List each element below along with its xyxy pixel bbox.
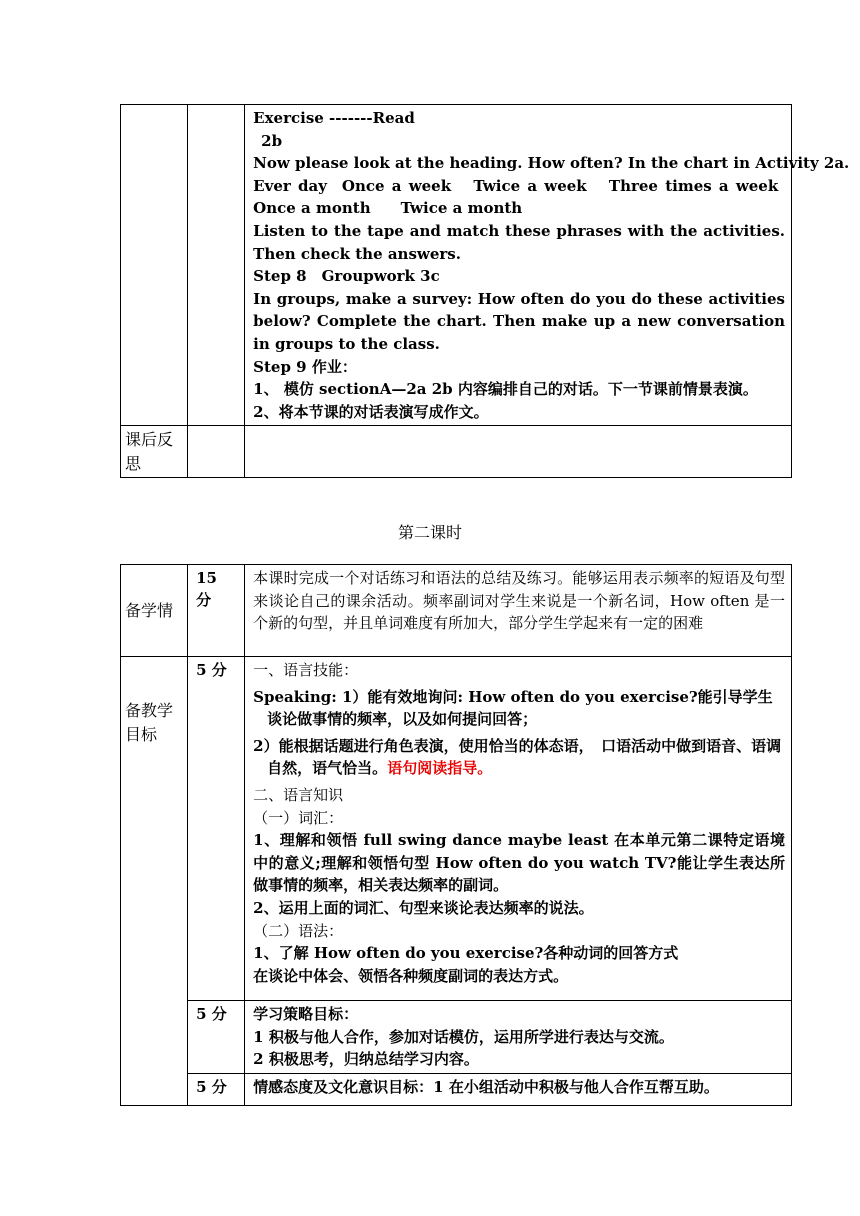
objective-heading-grammar: （二）语法：	[253, 921, 344, 940]
minutes-cell	[188, 1073, 245, 1105]
objective-heading-vocab: （一）词汇：	[253, 808, 344, 827]
table-row	[121, 565, 792, 657]
objective-grammar-1: 1、了解 How often do you exercise?各种动词的回答方式	[253, 944, 679, 963]
reading-guidance-highlight: 语句阅读指导。	[387, 759, 493, 778]
minutes-cell	[188, 105, 245, 426]
student-analysis-paragraph: 本课时完成一个对话练习和语法的总结及练习。能够运用表示频率的短语及句型来谈论自己的课余活动。频率副词对学生来说是一个新名词，How often 是一个新的句型，并且单词难度有所加大，部分学生学起来有一定的困难	[253, 569, 785, 633]
listen-instruction: Listen to the tape and match these phrases with the activities. Then check the answers.	[253, 221, 785, 263]
objective-grammar-2: 在谈论中体会、领悟各种频度副词的表达方式。	[253, 966, 569, 985]
strategy-item-1: 1 积极与他人合作，参加对话模仿，运用所学进行表达与交流。	[253, 1027, 674, 1046]
exercise-heading: Exercise -------Read	[253, 109, 415, 127]
minutes-cell	[188, 657, 245, 1001]
teaching-objectives-label: 备教学目标	[125, 701, 174, 744]
table-row	[121, 1073, 792, 1105]
lesson-plan-table-part1	[120, 104, 850, 478]
minutes-cell	[188, 426, 245, 478]
homework-item-1: 1、 模仿 sectionA—2a 2b 内容编排自己的对话。下一节课前情景表演。	[253, 380, 758, 399]
label-cell	[121, 657, 188, 1106]
objective-heading-knowledge: 二、语言知识	[253, 785, 344, 804]
section-heading: 第二课时	[397, 523, 462, 542]
frequency-phrases-2: Once a month Twice a month	[253, 199, 523, 218]
emotion-objective: 情感态度及文化意识目标：1 在小组活动中积极与他人合作互帮互助。	[253, 1077, 719, 1096]
content-cell	[245, 565, 792, 657]
minutes-cell	[188, 1001, 245, 1074]
content-cell	[245, 1073, 792, 1105]
exercise-number: 2b	[261, 131, 283, 150]
minutes-value: 5 分	[196, 1005, 227, 1023]
frequency-phrases-1: Ever day Once a week Twice a week Three times a week	[253, 176, 779, 195]
label-cell	[121, 426, 188, 478]
minutes-value: 5 分	[196, 661, 227, 679]
minutes-value: 5 分	[196, 1077, 227, 1096]
strategy-heading: 学习策略目标：	[253, 1005, 359, 1023]
reflection-label: 课后反思	[125, 430, 174, 474]
objective-speaking-2	[253, 735, 785, 780]
student-analysis-text	[245, 565, 791, 637]
objective-vocab-1: 1、理解和领悟 full swing dance maybe least 在本单元第二课特定语境中的意义;理解和领悟句型 How often do you watch TV?能让学生表达所做事情的频率，相关表达频率的副词。	[253, 831, 785, 895]
objective-vocab-2: 2、运用上面的词汇、句型来谈论表达频率的说法。	[253, 898, 594, 917]
step-8-heading: Step 8 Groupwork 3c	[253, 267, 440, 286]
content-cell	[245, 1001, 792, 1074]
student-analysis-label: 备学情	[125, 600, 174, 620]
reflection-content-cell	[245, 426, 792, 478]
table-row	[121, 426, 792, 478]
objective-heading-skills: 一、语言技能：	[253, 661, 359, 679]
table-row	[121, 105, 792, 426]
objective-speaking-2-text: 2）能根据话题进行角色表演，使用恰当的体态语， 口语活动中做到语音、语调自然，语气恰当。	[253, 736, 782, 778]
strategy-item-2: 2 积极思考，归纳总结学习内容。	[253, 1050, 479, 1069]
lesson-plan-table-part2	[120, 564, 792, 1106]
minutes-value: 15 分	[196, 569, 217, 609]
content-cell	[245, 657, 792, 1001]
label-cell	[121, 105, 188, 426]
objective-speaking-1: Speaking: 1）能有效地询问: How often do you exercise?能引导学生谈论做事情的频率，以及如何提问回答；	[253, 687, 773, 729]
table-row	[121, 657, 792, 1001]
minutes-cell	[188, 565, 245, 657]
step-9-heading: Step 9 作业：	[253, 357, 357, 376]
instruction-line: Now please look at the heading. How often? In the chart in Activity 2a.	[253, 154, 850, 173]
homework-item-2: 2、将本节课的对话表演写成作文。	[253, 402, 489, 421]
procedure-cell	[245, 105, 850, 426]
table-row	[121, 1001, 792, 1074]
survey-instruction: In groups, make a survey: How often do you do these activities below? Complete the chart. Then make up a new conversation in groups to the class.	[253, 289, 785, 353]
label-cell	[121, 565, 188, 657]
